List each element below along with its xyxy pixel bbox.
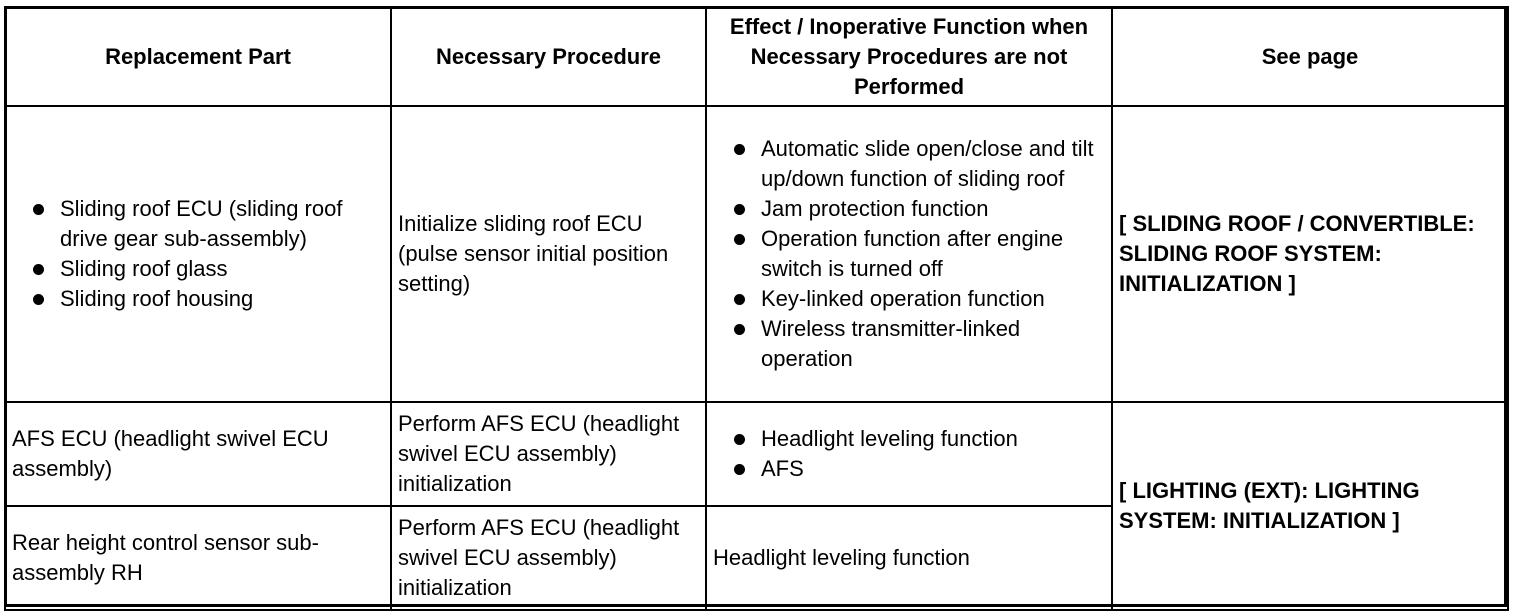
header-necessary-procedure: Necessary Procedure — [391, 7, 706, 106]
list-item: Key-linked operation function — [713, 284, 1105, 314]
replacement-part-list — [12, 194, 384, 314]
effect-list — [713, 424, 1105, 484]
list-item: Automatic slide open/close and tilt up/down function of sliding roof — [713, 134, 1105, 194]
procedure-cell: Initialize sliding roof ECU (pulse sensor initial position setting) — [391, 106, 706, 402]
see-page-link[interactable]: [ LIGHTING (EXT): LIGHTING SYSTEM: INITIALIZATION ] — [1112, 402, 1508, 610]
list-item: Sliding roof ECU (sliding roof drive gear sub-assembly) — [12, 194, 384, 254]
header-row — [5, 7, 1508, 106]
procedure-cell: Perform AFS ECU (headlight swivel ECU assembly) initialization — [391, 402, 706, 506]
procedure-cell: Perform AFS ECU (headlight swivel ECU assembly) initialization — [391, 506, 706, 610]
procedure-table — [4, 6, 1509, 611]
list-item: AFS — [713, 454, 1105, 484]
list-item: Jam protection function — [713, 194, 1105, 224]
replacement-part-cell: AFS ECU (headlight swivel ECU assembly) — [5, 402, 391, 506]
table-row — [5, 106, 1508, 402]
see-page-link[interactable]: [ SLIDING ROOF / CONVERTIBLE: SLIDING ROOF SYSTEM: INITIALIZATION ] — [1112, 106, 1508, 402]
effect-cell — [706, 402, 1112, 506]
table-row — [5, 402, 1508, 506]
effect-cell — [706, 106, 1112, 402]
list-item: Operation function after engine switch is turned off — [713, 224, 1105, 284]
header-replacement-part: Replacement Part — [5, 7, 391, 106]
effect-list — [713, 134, 1105, 374]
list-item: Wireless transmitter-linked operation — [713, 314, 1105, 374]
list-item: Sliding roof glass — [12, 254, 384, 284]
effect-cell: Headlight leveling function — [706, 506, 1112, 610]
replacement-part-cell — [5, 106, 391, 402]
list-item: Headlight leveling function — [713, 424, 1105, 454]
replacement-part-cell: Rear height control sensor sub-assembly RH — [5, 506, 391, 610]
header-see-page: See page — [1112, 7, 1508, 106]
header-effect: Effect / Inoperative Function when Necessary Procedures are not Performed — [706, 7, 1112, 106]
list-item: Sliding roof housing — [12, 284, 384, 314]
